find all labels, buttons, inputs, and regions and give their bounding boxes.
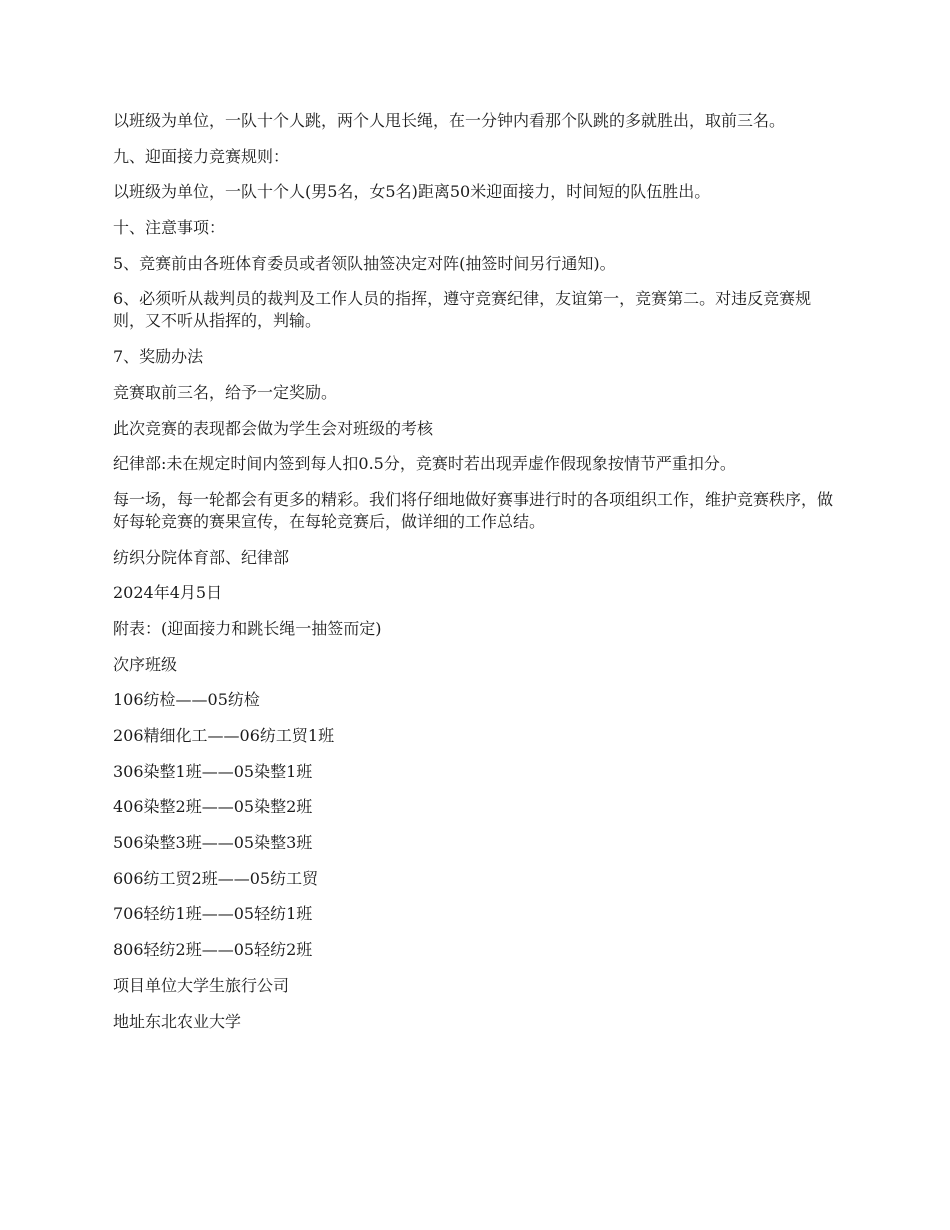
- matchup-row: 206精细化工——06纺工贸1班: [113, 726, 335, 745]
- document-body: [113, 110, 843, 1046]
- signature-date: 2024年4月5日: [113, 583, 223, 603]
- matchup-row: 806轻纺2班——05轻纺2班: [113, 940, 313, 960]
- paragraph-closing: 每一场，每一轮都会有更多的精彩。我们将仔细地做好赛事进行时的各项组织工作，维护竞赛秩序，做好每轮竞赛的赛果宣传，在每轮竞赛后，做详细的工作总结。: [113, 489, 834, 531]
- matchup-row: 706轻纺1班——05轻纺1班: [113, 904, 313, 924]
- matchup-row: 306染整1班——05染整1班: [113, 761, 313, 781]
- paragraph-jump-rope-rule: 以班级为单位，一队十个人跳，两个人甩长绳，在一分钟内看那个队跳的多就胜出，取前三名。: [113, 111, 786, 130]
- paragraph-relay-rule: 以班级为单位，一队十个人(男5名，女5名)距离50米迎面接力，时间短的队伍胜出。: [113, 182, 711, 202]
- project-address: 地址东北农业大学: [113, 1011, 242, 1031]
- appendix-title: 附表：(迎面接力和跳长绳一抽签而定): [113, 618, 382, 638]
- paragraph-discipline: 纪律部:未在规定时间内签到每人扣0.5分，竞赛时若出现弄虚作假现象按情节严重扣分。: [113, 454, 736, 474]
- appendix-header: 次序班级: [113, 654, 178, 674]
- signature-department: 纺织分院体育部、纪律部: [113, 547, 290, 567]
- heading-notes: 十、注意事项：: [113, 218, 226, 238]
- matchup-row: 106纺检——05纺检: [113, 690, 260, 710]
- matchup-row: 506染整3班——05染整3班: [113, 833, 313, 853]
- note-item-7: 7、奖励办法: [113, 347, 204, 367]
- matchup-row: 406染整2班——05染整2班: [113, 797, 313, 817]
- matchup-row: 606纺工贸2班——05纺工贸: [113, 868, 319, 888]
- paragraph-assessment: 此次竞赛的表现都会做为学生会对班级的考核: [113, 418, 434, 438]
- note-item-6: 6、必须听从裁判员的裁判及工作人员的指挥，遵守竞赛纪律，友谊第一，竞赛第二。对违反竞赛规则，又不听从指挥的，判输。: [113, 289, 812, 331]
- heading-relay-rules: 九、迎面接力竞赛规则：: [113, 146, 290, 166]
- project-unit: 项目单位大学生旅行公司: [113, 975, 290, 995]
- note-item-5: 5、竞赛前由各班体育委员或者领队抽签决定对阵(抽签时间另行通知)。: [113, 253, 616, 273]
- paragraph-reward: 竞赛取前三名，给予一定奖励。: [113, 382, 338, 402]
